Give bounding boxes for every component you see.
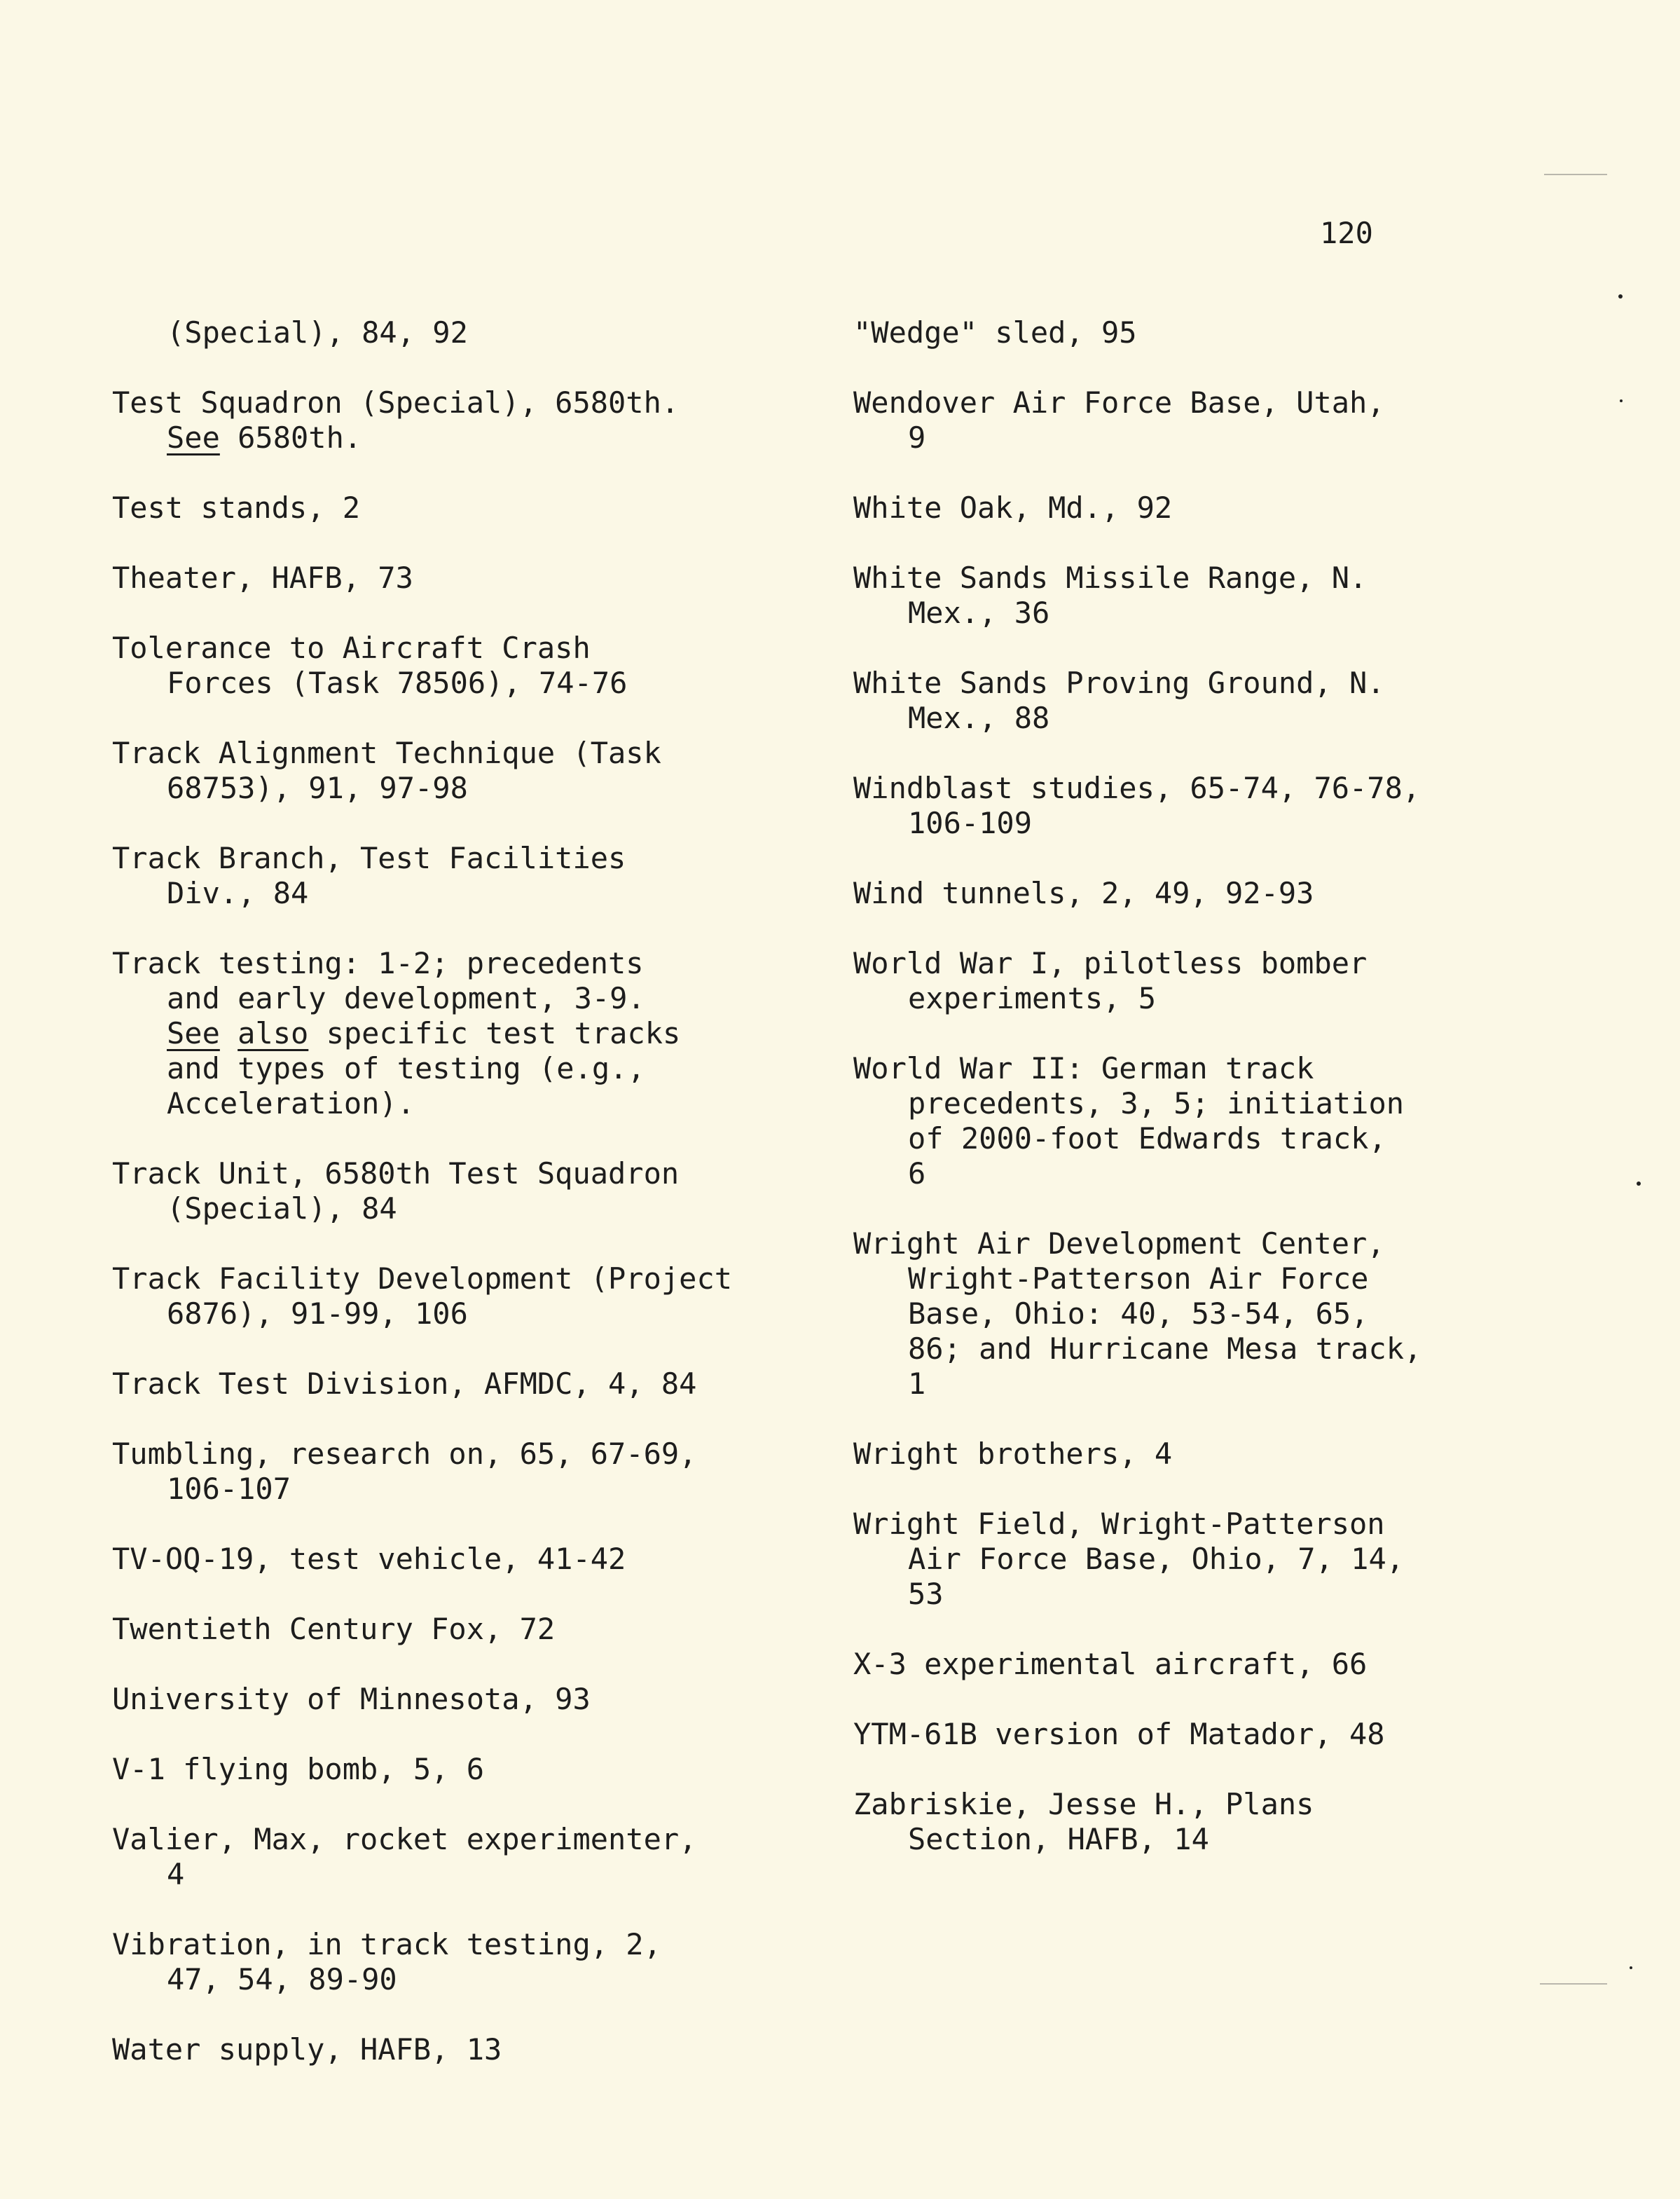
entry-heading-line: White Sands Missile Range, N.: [853, 561, 1368, 595]
index-entry: [112, 1612, 785, 1647]
entry-heading-line: Water supply, HAFB, 13: [112, 2032, 502, 2067]
page-number: 120: [1320, 216, 1373, 250]
entry-heading-line: (Special), 84, 92: [167, 315, 468, 350]
entry-continuation-line: Base, Ohio: 40, 53-54, 65,: [908, 1296, 1369, 1331]
index-entry: [853, 1507, 1554, 1612]
index-entry: [112, 736, 785, 806]
index-entry: [853, 771, 1554, 841]
entry-continuation-line: 4: [167, 1857, 185, 1891]
entry-continuation-line: 9: [908, 420, 926, 455]
entry-continuation-line: 6: [908, 1156, 926, 1191]
entry-heading-line: Track Alignment Technique (Task: [112, 736, 661, 770]
entry-heading-line: Theater, HAFB, 73: [112, 561, 413, 595]
entry-continuation-line: precedents, 3, 5; initiation: [908, 1086, 1405, 1121]
entry-heading-line: TV-OQ-19, test vehicle, 41-42: [112, 1542, 626, 1576]
index-entry: [853, 876, 1554, 911]
margin-mark-bottom: [1540, 1983, 1607, 1985]
entry-heading-line: Wright Air Development Center,: [853, 1226, 1385, 1261]
index-entry: [112, 385, 785, 455]
entry-continuation-line: 86; and Hurricane Mesa track,: [908, 1331, 1422, 1366]
entry-continuation-line: Mex., 88: [908, 701, 1050, 735]
entry-continuation-line: 47, 54, 89-90: [167, 1962, 397, 1996]
entry-continuation-line: 6876), 91-99, 106: [167, 1296, 468, 1331]
entry-continuation-line: 106-109: [908, 806, 1033, 840]
see-reference: See: [167, 1016, 220, 1050]
entry-heading-line: Test Squadron (Special), 6580th.: [112, 385, 680, 420]
entry-heading-line: Track Test Division, AFMDC, 4, 84: [112, 1366, 697, 1401]
entry-continuation-line: Mex., 36: [908, 596, 1050, 630]
entry-continuation-line: Section, HAFB, 14: [908, 1822, 1209, 1856]
see-also-reference: also: [237, 1016, 309, 1050]
margin-mark-top: [1544, 174, 1607, 175]
index-entry: [853, 1787, 1554, 1857]
index-entry: [112, 2032, 785, 2067]
entry-heading-line: V-1 flying bomb, 5, 6: [112, 1752, 485, 1786]
entry-heading-line: "Wedge" sled, 95: [853, 315, 1137, 350]
scan-speck: [1620, 399, 1623, 402]
entry-continuation-line: Forces (Task 78506), 74-76: [167, 666, 628, 700]
entry-heading-line: Wright brothers, 4: [853, 1437, 1173, 1471]
entry-continuation-line: and early development, 3-9.: [167, 981, 645, 1015]
entry-heading-line: World War I, pilotless bomber: [853, 946, 1368, 980]
entry-heading-line: Track Branch, Test Facilities: [112, 841, 626, 875]
see-reference: See: [167, 420, 220, 455]
index-entry: [853, 946, 1554, 1016]
index-entry: [112, 561, 785, 596]
entry-continuation-line: See 6580th.: [167, 420, 362, 455]
index-entry: [853, 561, 1554, 631]
entry-continuation-line: See also specific test tracks: [167, 1016, 681, 1050]
entry-heading-line: Wind tunnels, 2, 49, 92-93: [853, 876, 1314, 910]
entry-heading-line: Windblast studies, 65-74, 76-78,: [853, 771, 1421, 805]
index-entry: [112, 631, 785, 701]
index-entry: [853, 1647, 1554, 1682]
index-entry: [112, 1366, 785, 1402]
entry-continuation-line: 53: [908, 1577, 944, 1611]
entry-heading-line: Valier, Max, rocket experimenter,: [112, 1822, 697, 1856]
entry-heading-line: Track Facility Development (Project: [112, 1261, 733, 1296]
index-entry: [112, 1822, 785, 1892]
entry-heading-line: Wendover Air Force Base, Utah,: [853, 385, 1385, 420]
index-entry: [853, 315, 1554, 350]
entry-heading-line: Zabriskie, Jesse H., Plans: [853, 1787, 1314, 1821]
scan-speck: [1618, 294, 1623, 299]
entry-continuation-line: of 2000-foot Edwards track,: [908, 1121, 1386, 1156]
index-entry: [112, 1752, 785, 1787]
entry-continuation-line: Div., 84: [167, 876, 309, 910]
entry-heading-line: Test stands, 2: [112, 491, 361, 525]
index-entry: [112, 315, 785, 350]
entry-continuation-line: experiments, 5: [908, 981, 1157, 1015]
entry-continuation-line: 106-107: [167, 1472, 291, 1506]
entry-heading-line: X-3 experimental aircraft, 66: [853, 1647, 1368, 1681]
index-entry: [112, 1927, 785, 1997]
entry-continuation-line: Wright-Patterson Air Force: [908, 1261, 1369, 1296]
entry-continuation-line: and types of testing (e.g.,: [167, 1051, 645, 1085]
entry-heading-line: Wright Field, Wright-Patterson: [853, 1507, 1385, 1541]
index-entry: [112, 491, 785, 526]
entry-heading-line: Vibration, in track testing, 2,: [112, 1927, 661, 1961]
entry-heading-line: World War II: German track: [853, 1051, 1314, 1085]
index-entry: [112, 1261, 785, 1331]
entry-heading-line: Twentieth Century Fox, 72: [112, 1612, 556, 1646]
index-entry: [112, 1682, 785, 1717]
entry-heading-line: White Oak, Md., 92: [853, 491, 1173, 525]
entry-heading-line: White Sands Proving Ground, N.: [853, 666, 1385, 700]
index-entry: [853, 1226, 1554, 1402]
entry-heading-line: YTM-61B version of Matador, 48: [853, 1717, 1385, 1751]
index-entry: [853, 1717, 1554, 1752]
index-entry: [853, 491, 1554, 526]
entry-heading-line: Track Unit, 6580th Test Squadron: [112, 1156, 680, 1191]
entry-continuation-line: (Special), 84: [167, 1191, 397, 1226]
index-entry: [853, 666, 1554, 736]
index-entry: [112, 1437, 785, 1507]
entry-continuation-line: Air Force Base, Ohio, 7, 14,: [908, 1542, 1405, 1576]
index-entry: [112, 946, 785, 1121]
entry-heading-line: University of Minnesota, 93: [112, 1682, 591, 1716]
entry-continuation-line: Acceleration).: [167, 1086, 415, 1121]
index-entry: [112, 1542, 785, 1577]
index-entry: [112, 1156, 785, 1226]
scan-speck: [1637, 1181, 1641, 1186]
index-entry: [853, 1437, 1554, 1472]
scan-speck: [1630, 1966, 1632, 1969]
entry-heading-line: Tolerance to Aircraft Crash: [112, 631, 591, 665]
entry-heading-line: Tumbling, research on, 65, 67-69,: [112, 1437, 697, 1471]
index-entry: [112, 841, 785, 911]
entry-heading-line: Track testing: 1-2; precedents: [112, 946, 644, 980]
entry-continuation-line: 1: [908, 1366, 926, 1401]
entry-continuation-line: 68753), 91, 97-98: [167, 771, 468, 805]
index-entry: [853, 385, 1554, 455]
index-entry: [853, 1051, 1554, 1191]
